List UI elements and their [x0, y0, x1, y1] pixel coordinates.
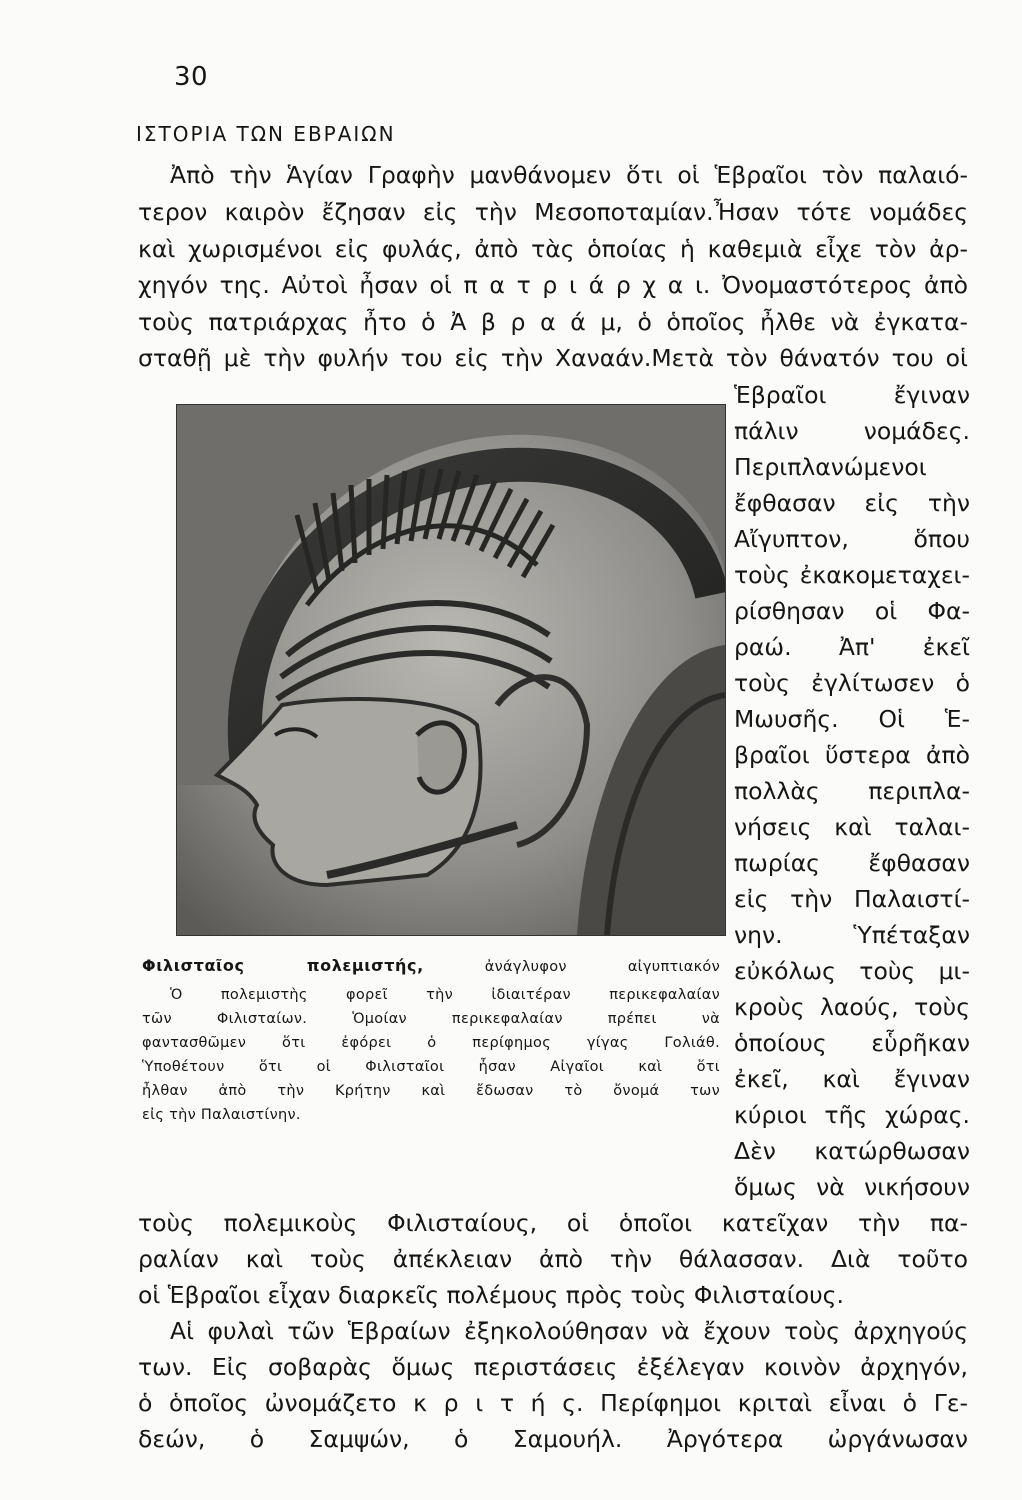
running-head: ΙΣΤΟΡΙΑ ΤΩΝ ΕΒΡΑΙΩΝ [136, 122, 396, 146]
caption-line-1 [142, 956, 720, 977]
caption-title: Φιλισταῖος πολεμιστής, [142, 956, 424, 975]
caption-line: τῶν Φιλισταίων. Ὁμοίαν περικεφαλαίαν πρέπει νὰ [142, 1011, 720, 1027]
text-line: σταθῇ μὲ τὴν φυλήν του εἰς τὴν Χαναάν.Μετὰ τὸν θάνατόν του οἱ [138, 344, 968, 372]
side-text-line: κροὺς λαούς, τοὺς [734, 993, 970, 1021]
side-text-line: πάλιν νομάδες. [734, 417, 970, 445]
text-line: οἱ Ἑβραῖοι εἶχαν διαρκεῖς πολέμους πρὸς τοὺς Φιλισταίους. [138, 1281, 844, 1309]
caption-line: ἦλθαν ἀπὸ τὴν Κρήτην καὶ ἔδωσαν τὸ ὄνομά των [142, 1083, 720, 1099]
side-text-line: πωρίας ἔφθασαν [734, 849, 970, 877]
philistine-relief-image [176, 404, 726, 936]
caption-line: εἰς τὴν Παλαιστίνην. [142, 1107, 301, 1123]
relief-illustration [177, 405, 725, 935]
side-text-line: ἐκεῖ, καὶ ἔγιναν [734, 1065, 970, 1093]
side-text-line: ἔφθασαν εἰς τὴν [734, 489, 970, 517]
side-text-line: πολλὰς περιπλα- [734, 777, 970, 805]
side-text-line: εἰς τὴν Παλαιστί- [734, 885, 970, 913]
text-line: καὶ χωρισμένοι εἰς φυλάς, ἀπὸ τὰς ὁποίας ἡ καθεμιὰ εἶχε τὸν ἀρ- [138, 235, 968, 263]
text-line: των. Εἰς σοβαρὰς ὅμως περιστάσεις ἐξέλεγαν κοινὸν ἀρχηγόν, [138, 1353, 968, 1381]
text-line: τερον καιρὸν ἔζησαν εἰς τὴν Μεσοποταμίαν.Ἦσαν τότε νομάδες [138, 198, 968, 226]
text-line: χηγόν της. Αὐτοὶ ἦσαν οἱ π α τ ρ ι ά ρ χ α ι. Ὀνομαστότερος ἀπὸ [138, 271, 968, 299]
caption-line: φαντασθῶμεν ὅτι ἐφόρει ὁ περίφημος γίγας Γολιάθ. [142, 1035, 720, 1051]
text-line: Αἱ φυλαὶ τῶν Ἑβραίων ἐξηκολούθησαν νὰ ἔχουν τοὺς ἀρχηγούς [170, 1317, 968, 1345]
text-line: ὁ ὁποῖος ὠνομάζετο κ ρ ι τ ή ς. Περίφημοι κριταὶ εἶναι ὁ Γε- [138, 1389, 968, 1417]
side-text-line: νην. Ὑπέταξαν [734, 921, 970, 949]
text-line: τοὺς πολεμικοὺς Φιλισταίους, οἱ ὁποῖοι κατεῖχαν τὴν πα- [138, 1209, 968, 1237]
side-text-line: ραώ. Ἀπ' ἐκεῖ [734, 633, 970, 661]
text-line: Ἀπὸ τὴν Ἁγίαν Γραφὴν μανθάνομεν ὅτι οἱ Ἑβραῖοι τὸν παλαιό- [170, 161, 968, 189]
page-number: 30 [174, 62, 209, 92]
side-text-line: ὅμως νὰ νικήσουν [734, 1173, 970, 1201]
side-text-line: βραῖοι ὕστερα ἀπὸ [734, 741, 970, 769]
side-text-line: ὁποίους εὗρῆκαν [734, 1029, 970, 1057]
side-text-line: κύριοι τῆς χώρας. [734, 1101, 970, 1129]
text-line: δεών, ὁ Σαμψών, ὁ Σαμουήλ. Ἀργότερα ὠργάνωσαν [138, 1425, 968, 1453]
text-line: ραλίαν καὶ τοὺς ἀπέκλειαν ἀπὸ τὴν θάλασσαν. Διὰ τοῦτο [138, 1245, 968, 1273]
side-text-line: τοὺς ἐκακομεταχει- [734, 561, 970, 589]
side-text-line: εὐκόλως τοὺς μι- [734, 957, 970, 985]
side-text-line: Αἴγυπτον, ὅπου [734, 525, 970, 553]
side-text-line: Δὲν κατώρθωσαν [734, 1137, 970, 1165]
side-text-line: νήσεις καὶ ταλαι- [734, 813, 970, 841]
caption-subtitle: ἀνάγλυφον αἰγυπτιακόν [484, 959, 720, 975]
side-text-line: ρίσθησαν οἱ Φα- [734, 597, 970, 625]
caption-line: Ὑποθέτουν ὅτι οἱ Φιλισταῖοι ἦσαν Αἰγαῖοι καὶ ὅτι [142, 1059, 720, 1075]
side-text-line: Περιπλανώμενοι [734, 453, 927, 481]
side-text-line: τοὺς ἐγλίτωσεν ὁ [734, 669, 970, 697]
text-line: τοὺς πατριάρχας ἦτο ὁ Ἀ β ρ α ά μ, ὁ ὁποῖος ἦλθε νὰ ἐγκατα- [138, 308, 968, 336]
side-text-line: Ἑβραῖοι ἔγιναν [734, 381, 970, 409]
side-text-line: Μωυσῆς. Οἱ Ἑ- [734, 705, 970, 733]
caption-line: Ὁ πολεμιστὴς φορεῖ τὴν ἰδιαιτέραν περικεφαλαίαν [170, 987, 720, 1003]
